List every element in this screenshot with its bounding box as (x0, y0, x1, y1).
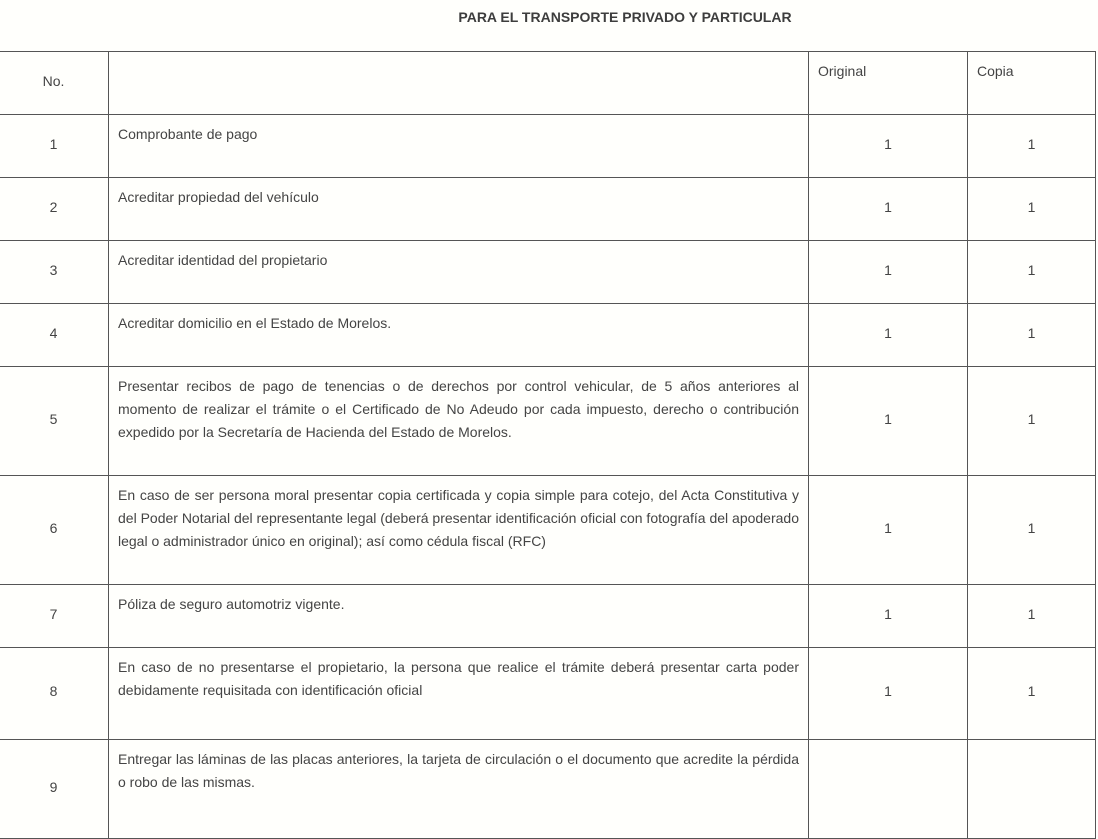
row-original: 1 (809, 178, 968, 241)
row-description: En caso de ser persona moral presentar copia certificada y copia simple para cotejo, del Acta Constitutiva y del Poder Notarial del representante legal (deberá presentar identificación oficial con fotografía del apoderado legal o administrador único en original); así como cédula fiscal (RFC) (109, 476, 809, 585)
table-row (0, 585, 1096, 648)
table-header-row (0, 52, 1096, 115)
row-number: 6 (0, 476, 109, 585)
table-row (0, 476, 1096, 585)
row-copia: 1 (968, 178, 1096, 241)
table-row (0, 740, 1096, 839)
header-copia: Copia (968, 52, 1096, 115)
row-number: 8 (0, 648, 109, 740)
row-description: Póliza de seguro automotriz vigente. (109, 585, 809, 648)
row-number: 1 (0, 115, 109, 178)
row-copia: 1 (968, 115, 1096, 178)
row-copia: 1 (968, 648, 1096, 740)
row-copia: 1 (968, 241, 1096, 304)
row-original: 1 (809, 367, 968, 476)
row-copia: 1 (968, 585, 1096, 648)
table-row (0, 648, 1096, 740)
row-description: Presentar recibos de pago de tenencias o de derechos por control vehicular, de 5 años anteriores al momento de realizar el trámite o el Certificado de No Adeudo por cada impuesto, derecho o contribución expedido por la Secretaría de Hacienda del Estado de Morelos. (109, 367, 809, 476)
row-number: 2 (0, 178, 109, 241)
table-row (0, 178, 1096, 241)
row-original: 1 (809, 115, 968, 178)
row-copia (968, 740, 1096, 839)
row-copia: 1 (968, 476, 1096, 585)
header-description (109, 52, 809, 115)
table-row (0, 367, 1096, 476)
row-original: 1 (809, 476, 968, 585)
header-no: No. (0, 52, 109, 115)
section-title: PARA EL TRANSPORTE PRIVADO Y PARTICULAR (458, 9, 792, 25)
row-description: Entregar las láminas de las placas anteriores, la tarjeta de circulación o el documento que acredite la pérdida o robo de las mismas. (109, 740, 809, 839)
row-copia: 1 (968, 304, 1096, 367)
row-original: 1 (809, 585, 968, 648)
requirements-table (0, 51, 1096, 839)
row-number: 9 (0, 740, 109, 839)
table-row (0, 115, 1096, 178)
row-number: 4 (0, 304, 109, 367)
row-copia: 1 (968, 367, 1096, 476)
row-original: 1 (809, 241, 968, 304)
row-description: En caso de no presentarse el propietario, la persona que realice el trámite deberá presentar carta poder debidamente requisitada con identificación oficial (109, 648, 809, 740)
row-number: 3 (0, 241, 109, 304)
row-description: Comprobante de pago (109, 115, 809, 178)
table-row (0, 304, 1096, 367)
row-description: Acreditar propiedad del vehículo (109, 178, 809, 241)
row-original (809, 740, 968, 839)
row-number: 7 (0, 585, 109, 648)
header-original: Original (809, 52, 968, 115)
row-number: 5 (0, 367, 109, 476)
row-description: Acreditar identidad del propietario (109, 241, 809, 304)
row-description: Acreditar domicilio en el Estado de Morelos. (109, 304, 809, 367)
row-original: 1 (809, 648, 968, 740)
row-original: 1 (809, 304, 968, 367)
table-row (0, 241, 1096, 304)
